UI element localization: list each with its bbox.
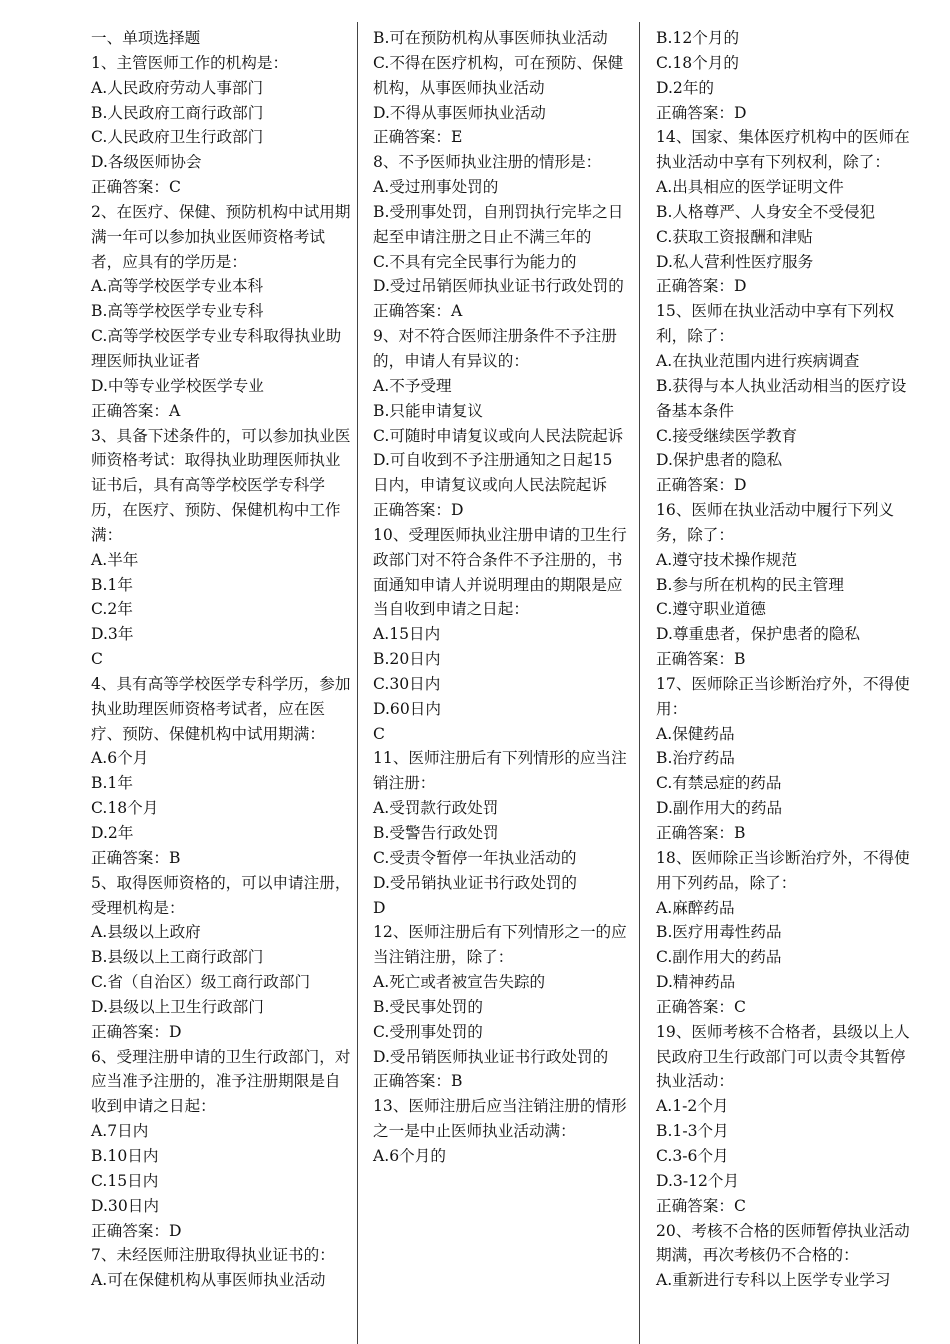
answer-option: C.2年 xyxy=(91,600,133,619)
answer-option: A.死亡或者被宣告失踪的 xyxy=(373,973,546,992)
correct-answer: 正确答案：B xyxy=(373,1072,463,1091)
answer-option: C.18个月的 xyxy=(656,53,739,72)
answer-option: B.1年 xyxy=(91,575,133,594)
question-text: 10、受理医师执业注册申请的卫生行政部门对不符合条件不予注册的，书面通知申请人并说明理由的期限是应当自收到申请之日起： xyxy=(373,525,627,619)
answer-option: C.不得在医疗机构，可在预防、保健机构，从事医师执业活动 xyxy=(373,53,624,97)
answer-option: A.6个月的 xyxy=(373,1146,446,1165)
answer-option: A.重新进行专科以上医学专业学习 xyxy=(656,1271,891,1290)
question-text: 9、对不符合医师注册条件不予注册的，申请人有异议的： xyxy=(373,327,617,370)
correct-answer: D xyxy=(373,898,386,917)
answer-option: C.副作用大的药品 xyxy=(656,948,782,967)
answer-option: D.尊重患者，保护患者的隐私 xyxy=(656,625,861,644)
answer-option: C.省（自治区）级工商行政部门 xyxy=(91,973,311,992)
answer-option: A.6个月 xyxy=(91,749,149,768)
answer-option: C.遵守职业道德 xyxy=(656,600,766,619)
answer-option: C.18个月 xyxy=(91,799,159,818)
answer-option: A.麻醉药品 xyxy=(656,898,735,917)
answer-option: B.只能申请复议 xyxy=(373,401,483,420)
answer-option: B.人民政府工商行政部门 xyxy=(91,103,264,122)
correct-answer: 正确答案：B xyxy=(91,848,181,867)
answer-option: A.高等学校医学专业本科 xyxy=(91,277,264,296)
answer-option: A.人民政府劳动人事部门 xyxy=(91,78,264,97)
question-text: 7、未经医师注册取得执业证书的： xyxy=(91,1246,335,1265)
answer-option: A.受过刑事处罚的 xyxy=(373,178,499,197)
correct-answer: 正确答案：C xyxy=(656,997,746,1016)
question-text: 11、医师注册后有下列情形的应当注销注册： xyxy=(373,749,627,793)
answer-option: D.可自收到不予注册通知之日起15日内，申请复议或向人民法院起诉 xyxy=(373,451,613,495)
correct-answer: 正确答案：C xyxy=(91,178,181,197)
question-text: 1、主管医师工作的机构是： xyxy=(91,53,289,72)
answer-option: A.出具相应的医学证明文件 xyxy=(656,178,844,197)
answer-option: A.保健药品 xyxy=(656,724,735,743)
answer-option: D.受吊销执业证书行政处罚的 xyxy=(373,873,578,892)
text-column-1 xyxy=(91,26,353,1293)
answer-option: B.受警告行政处罚 xyxy=(373,824,499,842)
answer-option: A.在执业范围内进行疾病调查 xyxy=(656,351,860,370)
answer-option: D.2年的 xyxy=(656,78,715,97)
answer-option: A.遵守技术操作规范 xyxy=(656,550,797,569)
answer-option: A.7日内 xyxy=(91,1122,149,1141)
answer-option: B.参与所在机构的民主管理 xyxy=(656,575,844,594)
answer-option: B.县级以上工商行政部门 xyxy=(91,948,264,967)
answer-option: C.受责令暂停一年执业活动的 xyxy=(373,848,577,867)
section-heading: 一、单项选择题 xyxy=(91,29,201,47)
answer-option: B.高等学校医学专业专科 xyxy=(91,302,264,321)
correct-answer: 正确答案：D xyxy=(656,277,747,296)
question-text: 12、医师注册后有下列情形之一的应当注销注册，除了： xyxy=(373,923,627,967)
answer-option: A.受罚款行政处罚 xyxy=(373,799,499,818)
answer-option: C.15日内 xyxy=(91,1171,159,1190)
answer-option: D.各级医师协会 xyxy=(91,153,202,172)
question-text: 17、医师除正当诊断治疗外，不得使用： xyxy=(656,674,910,718)
question-text: 4、具有高等学校医学专科学历，参加执业助理医师资格考试者，应在医疗、预防、保健机构中试用期满： xyxy=(91,674,351,743)
answer-option: D.保护患者的隐私 xyxy=(656,451,783,470)
correct-answer: 正确答案：C xyxy=(656,1196,746,1215)
answer-option: C.高等学校医学专业专科取得执业助理医师执业证者 xyxy=(91,327,342,370)
answer-option: B.可在预防机构从事医师执业活动 xyxy=(373,29,608,47)
question-text: 18、医师除正当诊断治疗外，不得使用下列药品，除了： xyxy=(656,848,910,892)
answer-option: B.医疗用毒性药品 xyxy=(656,923,782,942)
answer-option: D.副作用大的药品 xyxy=(656,799,783,818)
column-divider xyxy=(357,22,358,1344)
answer-option: B.受民事处罚的 xyxy=(373,997,483,1016)
answer-option: D.3年 xyxy=(91,625,134,644)
answer-option: C.人民政府卫生行政部门 xyxy=(91,128,264,147)
answer-option: B.1-3个月 xyxy=(656,1122,729,1141)
question-text: 14、国家、集体医疗机构中的医师在执业活动中享有下列权利，除了： xyxy=(656,128,910,172)
correct-answer: 正确答案：D xyxy=(656,476,747,495)
answer-option: D.受吊销医师执业证书行政处罚的 xyxy=(373,1047,609,1066)
question-text: 8、不予医师执业注册的情形是： xyxy=(373,153,602,172)
correct-answer: 正确答案：D xyxy=(656,103,747,122)
column-divider xyxy=(639,22,640,1344)
answer-option: A.可在保健机构从事医师执业活动 xyxy=(91,1271,326,1290)
answer-option: B.治疗药品 xyxy=(656,749,735,768)
question-text: 3、具备下述条件的，可以参加执业医师资格考试：取得执业助理医师执业证书后，具有高等学校医学专科学历，在医疗、预防、保健机构中工作满： xyxy=(91,426,351,544)
answer-option: C.可随时申请复议或向人民法院起诉 xyxy=(373,426,624,445)
answer-option: B.人格尊严、人身安全不受侵犯 xyxy=(656,202,876,221)
question-text: 15、医师在执业活动中享有下列权利，除了： xyxy=(656,302,895,346)
answer-option: B.10日内 xyxy=(91,1146,159,1165)
answer-option: D.30日内 xyxy=(91,1196,159,1215)
question-text: 5、取得医师资格的，可以申请注册，受理机构是： xyxy=(91,873,351,917)
answer-option: A.半年 xyxy=(91,550,139,569)
answer-option: C.接受继续医学教育 xyxy=(656,426,798,445)
answer-option: A.不予受理 xyxy=(373,376,452,395)
answer-option: D.2年 xyxy=(91,824,134,842)
question-text: 2、在医疗、保健、预防机构中试用期满一年可以参加执业医师资格考试者，应具有的学历是： xyxy=(91,202,351,271)
answer-option: C.有禁忌症的药品 xyxy=(656,774,782,793)
correct-answer: 正确答案：B xyxy=(656,824,746,842)
answer-option: B.受刑事处罚，自刑罚执行完毕之日起至申请注册之日止不满三年的 xyxy=(373,202,624,246)
answer-option: B.获得与本人执业活动相当的医疗设备基本条件 xyxy=(656,376,907,420)
answer-option: A.15日内 xyxy=(373,625,441,644)
answer-option: B.12个月的 xyxy=(656,29,740,47)
answer-option: C.获取工资报酬和津贴 xyxy=(656,227,813,246)
answer-option: B.20日内 xyxy=(373,650,441,669)
correct-answer: C xyxy=(373,724,385,743)
question-text: 19、医师考核不合格者，县级以上人民政府卫生行政部门可以责令其暂停执业活动： xyxy=(656,1022,910,1091)
correct-answer: 正确答案：D xyxy=(373,501,464,520)
question-text: 20、考核不合格的医师暂停执业活动期满，再次考核仍不合格的： xyxy=(656,1221,910,1265)
correct-answer: 正确答案：D xyxy=(91,1221,182,1240)
correct-answer: 正确答案：B xyxy=(656,650,746,669)
question-text: 13、医师注册后应当注销注册的情形之一是中止医师执业活动满： xyxy=(373,1097,627,1141)
answer-option: A.县级以上政府 xyxy=(91,923,201,942)
answer-option: D.60日内 xyxy=(373,699,441,718)
question-text: 6、受理注册申请的卫生行政部门，对应当准予注册的，准予注册期限是自收到申请之日起： xyxy=(91,1047,351,1116)
correct-answer: 正确答案：D xyxy=(91,1022,182,1041)
correct-answer: 正确答案：A xyxy=(373,302,463,321)
answer-option: D.精神药品 xyxy=(656,973,736,992)
correct-answer: 正确答案：A xyxy=(91,401,181,420)
answer-option: A.1-2个月 xyxy=(656,1097,729,1116)
text-column-3 xyxy=(656,26,910,1293)
text-column-2 xyxy=(373,26,628,1169)
answer-option: D.3-12个月 xyxy=(656,1171,740,1190)
answer-option: D.受过吊销医师执业证书行政处罚的 xyxy=(373,277,624,296)
answer-option: D.不得从事医师执业活动 xyxy=(373,103,546,122)
answer-option: D.私人营利性医疗服务 xyxy=(656,252,814,271)
correct-answer: C xyxy=(91,650,103,669)
answer-option: C.3-6个月 xyxy=(656,1146,729,1165)
answer-option: C.30日内 xyxy=(373,674,441,693)
answer-option: C.不具有完全民事行为能力的 xyxy=(373,252,577,271)
answer-option: D.县级以上卫生行政部门 xyxy=(91,997,264,1016)
answer-option: B.1年 xyxy=(91,774,133,793)
correct-answer: 正确答案：E xyxy=(373,128,463,147)
answer-option: C.受刑事处罚的 xyxy=(373,1022,483,1041)
question-text: 16、医师在执业活动中履行下列义务，除了： xyxy=(656,501,895,544)
answer-option: D.中等专业学校医学专业 xyxy=(91,376,264,395)
